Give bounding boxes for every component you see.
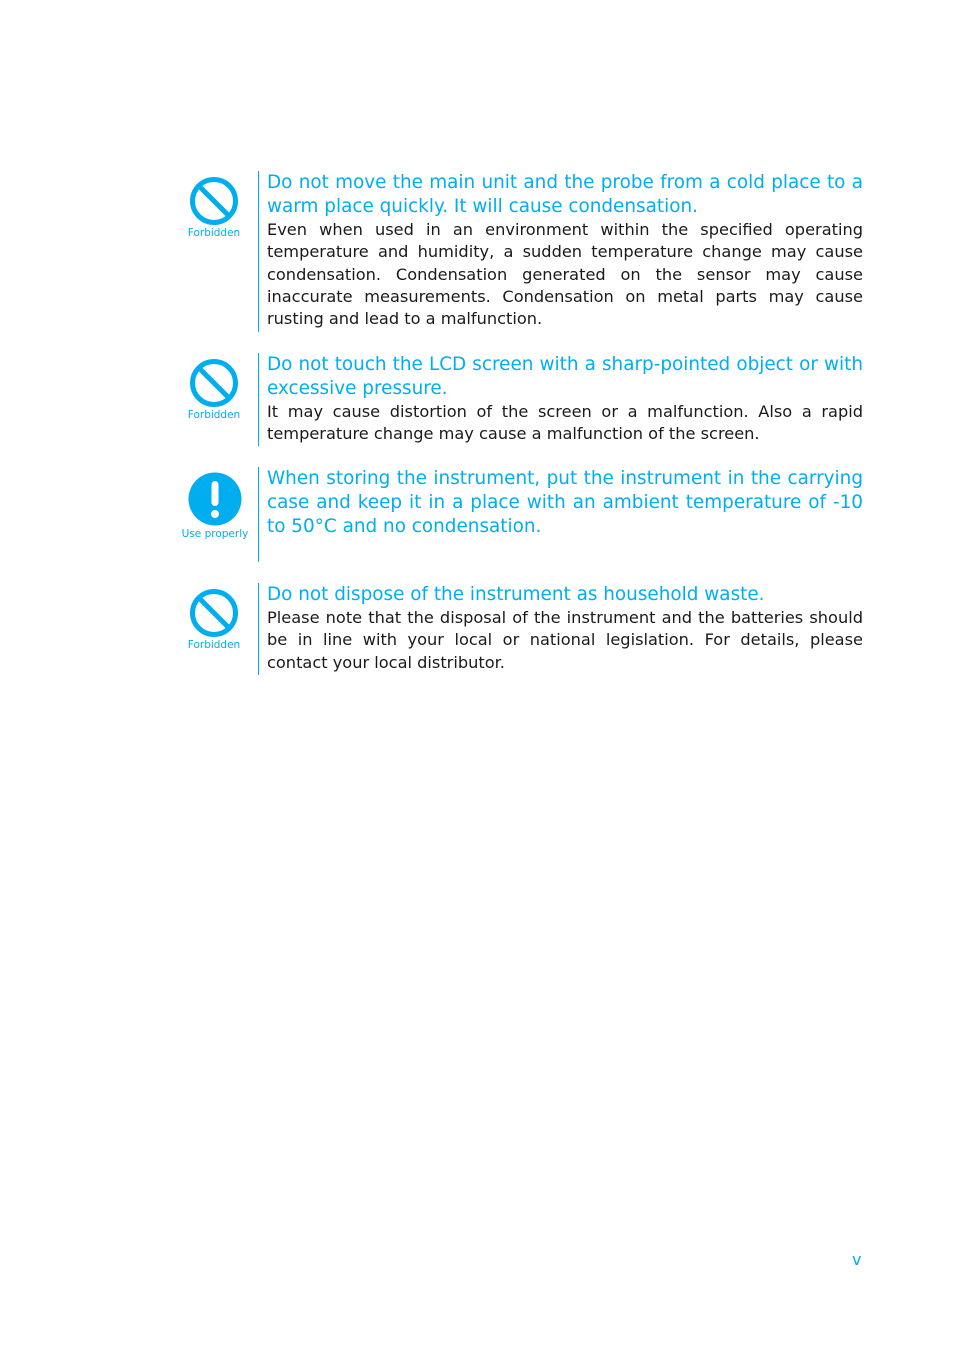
exclamation-icon [187, 471, 243, 527]
page-number: v [852, 1250, 862, 1269]
divider-line [258, 467, 259, 562]
notice-icon-group [170, 176, 258, 239]
divider-line [258, 171, 259, 332]
forbidden-icon [189, 588, 239, 638]
forbidden-label: Forbidden [187, 639, 241, 651]
notice-body: It may cause distortion of the screen or a malfunction. Also a rapid temperature change may cause a malfunction of the screen. [267, 402, 863, 444]
notice-body: Even when used in an environment within the specified operating temperature and humidity, a sudden temperature change may cause condensation. Condensation generated on the sensor may cause inaccurate measurements. Condensation on metal parts may cause rusting and lead to a malfunction. [267, 220, 863, 329]
divider-line [258, 353, 259, 446]
forbidden-icon [189, 176, 239, 226]
notice-heading: Do not dispose of the instrument as household waste. [267, 584, 765, 605]
divider-line [258, 583, 259, 675]
notice-heading: When storing the instrument, put the instrument in the carrying case and keep it in a place with an ambient temperature of -10 to 50°C and no condensation. [267, 468, 863, 537]
forbidden-label: Forbidden [187, 409, 241, 421]
forbidden-icon [189, 358, 239, 408]
notice-body: Please note that the disposal of the instrument and the batteries should be in line with your local or national legislation. For details, please contact your local distributor. [267, 608, 863, 672]
notice-heading: Do not touch the LCD screen with a sharp-pointed object or with excessive pressure. [267, 354, 863, 399]
notice-icon-group [170, 358, 258, 421]
notice-content [267, 171, 863, 330]
notice-content [267, 467, 863, 539]
use-properly-label: Use properly [181, 528, 249, 540]
notice-icon-group [160, 471, 270, 540]
notice-icon-group [170, 588, 258, 651]
notice-content [267, 353, 863, 446]
notice-content [267, 583, 863, 674]
notice-heading: Do not move the main unit and the probe from a cold place to a warm place quickly. It will cause condensation. [267, 172, 863, 217]
forbidden-label: Forbidden [187, 227, 241, 239]
